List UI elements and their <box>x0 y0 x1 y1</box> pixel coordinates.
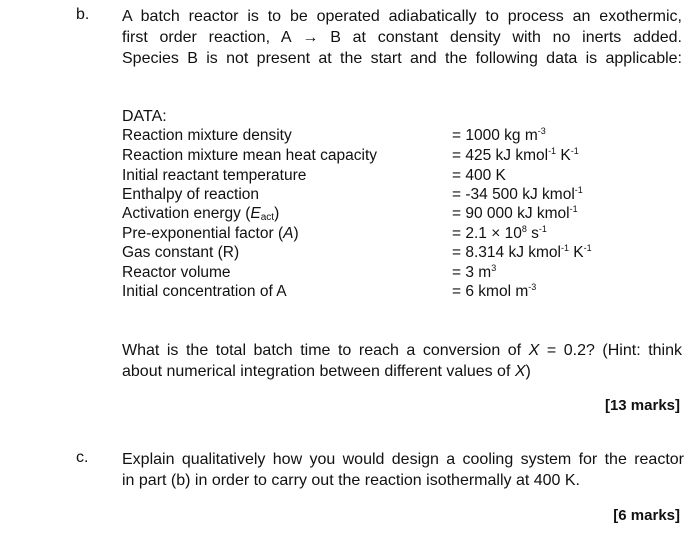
data-row-enthalpy <box>122 185 700 204</box>
part-c-line: in part (b) in order to carry out the reaction isothermally at 400 K. <box>122 472 580 489</box>
part-c-line: Explain qualitatively how you would design a cooling system for the reactor <box>122 451 684 468</box>
data-heading: DATA: <box>122 108 167 125</box>
part-b-intro <box>122 6 682 69</box>
data-row-gas-constant <box>122 243 700 262</box>
property-value: = -34 500 kJ kmol$^{-1}$ <box>452 185 583 203</box>
property-label: Initial concentration of A <box>122 283 287 300</box>
part-b-marks: [13 marks] <box>604 397 680 414</box>
property-label: Pre-exponential factor (A) <box>122 225 299 242</box>
property-label: Activation energy $(E_{act})$ <box>122 205 280 223</box>
property-value: = 3 $m^3$ <box>452 263 497 281</box>
property-label: Reaction mixture density <box>122 127 292 144</box>
property-label: Reactor volume <box>122 264 231 281</box>
part-c-label: c. <box>76 449 89 466</box>
property-value: = 8.314 kJ kmol$^{-1}$ $K^{-1}$ <box>452 243 592 261</box>
data-row-initial-concentration <box>122 282 700 301</box>
property-value: = 90 000 kJ kmol$^{-1}$ <box>452 204 578 222</box>
question-line: about numerical integration between different values of X) <box>122 363 531 380</box>
property-label: Gas constant (R) <box>122 244 240 261</box>
property-value: = $2.1 \times 10^8$ $s^{-1}$ <box>452 224 547 242</box>
property-label: Initial reactant temperature <box>122 167 307 184</box>
part-c-text <box>122 449 684 491</box>
data-row-density <box>122 126 700 145</box>
part-c-marks: [6 marks] <box>613 507 680 524</box>
intro-line: A batch reactor is to be operated adiabatically to process an exothermic, <box>122 8 682 25</box>
property-label: Enthalpy of reaction <box>122 186 260 203</box>
question-line: What is the total batch time to reach a conversion of X = 0.2? (Hint: think <box>122 342 682 359</box>
property-value: = 6 kmol $m^{-3}$ <box>452 282 537 300</box>
intro-line: Species B is not present at the start and the following data is applicable: <box>122 50 682 67</box>
part-b-question <box>122 340 682 382</box>
property-label: Reaction mixture mean heat capacity <box>122 147 378 164</box>
data-row-initial-temperature <box>122 166 700 185</box>
data-row-reactor-volume <box>122 263 700 282</box>
property-value: = 425 kJ kmol$^{-1}$ $K^{-1}$ <box>452 146 579 164</box>
data-table <box>122 126 700 306</box>
intro-line: first order reaction, A → B at constant density with no inerts added. <box>122 29 682 46</box>
data-row-activation-energy <box>122 204 700 223</box>
part-b-label: b. <box>76 6 90 23</box>
data-row-heat-capacity <box>122 146 700 165</box>
property-value: = 400 K <box>452 167 506 184</box>
property-value: = 1000 kg $m^{-3}$ <box>452 126 546 144</box>
data-row-pre-exponential <box>122 224 700 243</box>
